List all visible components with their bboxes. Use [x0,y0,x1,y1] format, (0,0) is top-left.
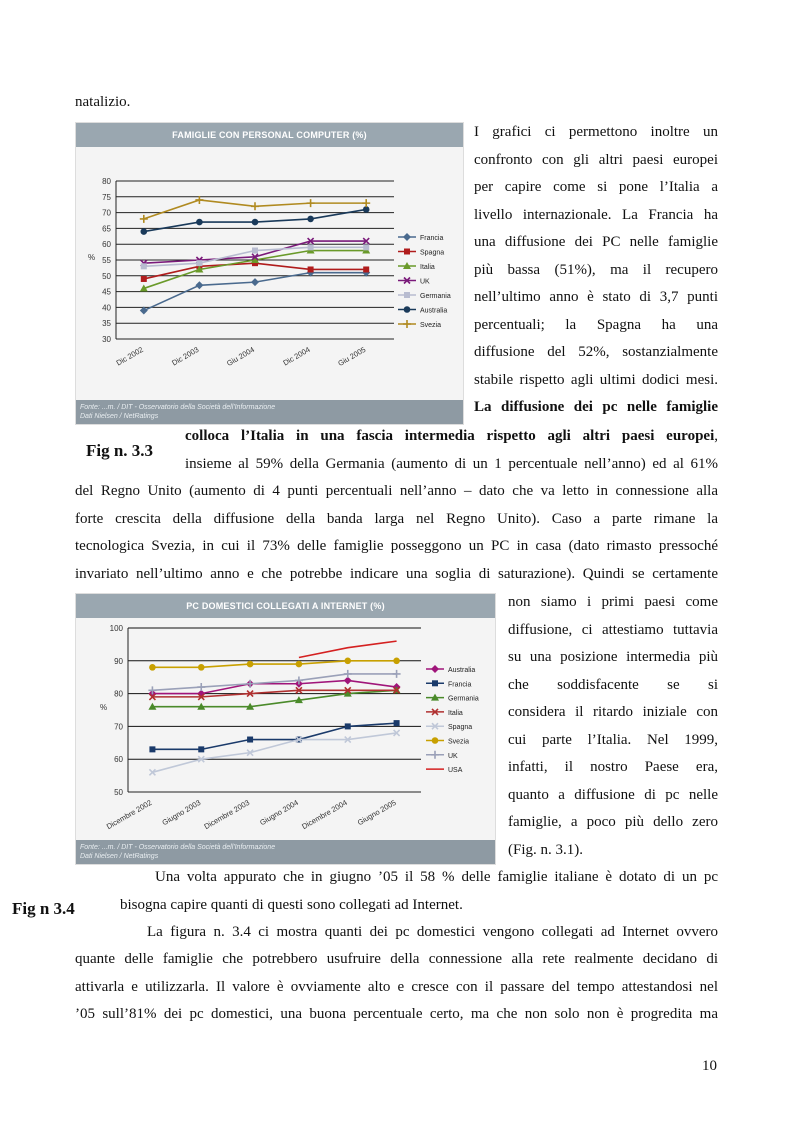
right-column-2-last: (Fig. n. 3.1). [508,842,583,858]
point-svezia [251,202,259,210]
x-tick-label: Dic 2002 [114,344,145,368]
legend-label-germania: Germania [448,695,479,703]
point-francia [247,737,253,743]
y-tick-label: 60 [102,240,111,250]
point-svezia [296,661,303,668]
legend-label-australia: Australia [420,307,448,315]
point-australia [307,216,314,223]
right-column-text-2 [508,589,718,837]
legend-label-australia: Australia [448,667,476,674]
chart-pc-internet [75,593,496,865]
point-svezia [362,199,370,207]
point-australia [252,219,259,226]
fl2-line: ’05 sull’81% dei pc domestici, una buona percentuale certo, ma che non solo non è progredita ma [75,1006,718,1022]
point-francia [195,281,203,289]
chart2-plot [76,618,495,864]
point-germania [363,244,369,250]
point-svezia [247,661,254,668]
chart2-title: PC DOMESTICI COLLEGATI A INTERNET (%) [76,594,495,618]
point-francia [198,746,204,752]
point-spagna [363,266,369,272]
x-tick-label: Giu 2004 [225,344,256,368]
point-spagna [308,266,314,272]
point-svezia [198,664,205,671]
x-tick-label: Dicembre 2002 [104,797,154,832]
rc2-line: infatti, il nostro Paese era, [508,759,718,775]
rc1-line: diffusione del 52%, sostanzialmente [474,344,718,360]
legend-label-usa: USA [448,767,463,775]
point-uk [246,680,254,688]
point-germania [252,248,258,254]
page-number: 10 [702,1058,717,1074]
y-axis-label: % [100,703,108,712]
y-tick-label: 65 [102,224,111,234]
rc1-line: più bassa (51%), ma il recupero [474,261,718,278]
x-tick-label: Giugno 2004 [258,797,300,828]
legend-marker-spagna [404,249,410,255]
rc1-line: una diffusione dei PC nelle famiglie [474,234,718,250]
legend-label-spagna: Spagna [448,724,473,732]
x-tick-label: Dic 2003 [170,344,201,368]
rc2-line: considera il ritardo iniziale con [508,704,718,720]
point-australia [363,206,370,213]
series-line-germania [152,690,396,706]
point-uk [344,670,352,678]
rc1-line: livello internazionale. La Francia ha [474,206,718,223]
fl1-line: forte crescita della diffusione della banda larga nel Regno Unito). Caso a parte rimane la [75,510,718,527]
y-tick-label: 80 [102,177,111,186]
rc2-line: su una posizione intermedia più [508,649,718,665]
rc2-line: famiglie, a poco più dello zero [508,814,718,830]
x-tick-label: Giugno 2005 [355,797,398,828]
legend-label-germania: Germania [420,293,451,300]
line-bisogna: bisogna capire quanti di questi sono collegati ad Internet. [120,897,463,913]
point-germania [308,244,314,250]
full-lines-2 [75,946,718,1029]
legend-label-svezia: Svezia [420,322,442,329]
legend-label-francia: Francia [448,681,472,689]
rc1-line: I grafici ci permettono inoltre un [474,124,718,140]
point-francia [394,720,400,726]
point-germania [196,260,202,266]
y-tick-label: 50 [102,271,111,281]
legend-label-francia: Francia [420,235,444,242]
point-francia [251,278,259,286]
legend-label-italia: Italia [420,264,435,271]
fl1-line: del Regno Unito (aumento di 4 punti percentuali nell’anno – dato che va letto in connessione alla [75,483,718,499]
y-tick-label: 60 [114,755,123,765]
point-francia [345,723,351,729]
y-tick-label: 100 [109,624,123,633]
point-svezia [307,199,315,207]
y-tick-label: 40 [102,303,111,313]
fl1-line: invariato nell’ultimo anno e che potrebbe indicare una soglia di saturazione). Quindi se certamente [75,565,718,582]
point-spagna [141,276,147,282]
point-germania [141,263,147,269]
legend-marker-francia [432,680,438,686]
chart2-footer [76,840,495,864]
chart2-footer-line2: Dati Nielsen / NetRatings [80,853,159,860]
rc1-line: percentuali; la Spagna ha una [474,316,718,333]
y-tick-label: 75 [102,192,111,202]
fl1-line: tecnologica Svezia, in cui il 73% delle famiglie posseggono un PC in casa (dato rimasto pressoché [75,538,718,554]
point-svezia [344,658,351,665]
x-tick-label: Giu 2005 [336,344,368,368]
chart1-footer [76,400,463,424]
y-tick-label: 45 [102,287,111,297]
rc2-line: non siamo i primi paesi come [508,594,718,610]
x-tick-label: Dicembre 2003 [202,797,252,832]
legend-marker-francia [403,233,411,241]
fl2-line: attivarla e utilizzarla. Il valore è ovviamente alto e cresce con il passare del tempo attestandosi nel [75,978,718,995]
chart1-footer-line1: Fonte: ...m. / DIT - Osservatorio della Società dell'Informazione [80,404,276,411]
legend-label-spagna: Spagna [420,249,445,257]
line-after-fig: insieme al 59% della Germania (aumento di un 1 percentuale nell’anno) ed al 61% [185,456,718,472]
y-tick-label: 70 [102,208,111,218]
series-line-svezia [152,661,396,668]
y-axis-label: % [88,253,96,262]
intro-word: natalizio. [75,94,131,110]
rc2-line: che soddisfacente se si [508,676,718,693]
fl2-line: quante delle famiglie che potrebbero usufruire della connessione alla rete realmente decidano di [75,951,718,967]
full-lines-1 [75,478,718,588]
point-australia [141,228,148,235]
right-column-text-1 [474,119,718,394]
point-svezia [149,664,156,671]
y-tick-label: 90 [114,656,123,666]
fig-3-4-label: Fig n 3.4 [12,899,75,918]
chart1-footer-line2: Dati Nielsen / NetRatings [80,413,159,420]
line-figura: La figura n. 3.4 ci mostra quanti dei pc domestici vengono collegati ad Internet ovvero [147,924,718,940]
point-uk [197,683,205,691]
bold-line-2 [185,423,718,451]
legend-marker-australia [404,306,411,313]
legend-marker-australia [431,665,439,673]
point-australia [196,219,203,226]
point-uk [393,670,401,678]
point-svezia [393,658,400,665]
y-tick-label: 80 [114,689,123,699]
rc1-line: per capire come si pone l’Italia a [474,179,718,195]
legend-marker-svezia [403,320,411,328]
bold-line-2-text: colloca l’Italia in una fascia intermedia rispetto agli altri paesi europei [185,428,715,444]
rc1-line: nell’ultimo anno è stato di 3,7 punti [474,289,718,305]
y-tick-label: 55 [102,256,111,265]
chart1-plot [76,147,463,422]
fig-3-3-label: Fig n. 3.3 [86,441,154,460]
y-tick-label: 50 [114,788,123,797]
point-francia [149,746,155,752]
line-apurato: Una volta appurato che in giugno ’05 il 58 % delle famiglie italiane è dotato di un pc [155,869,718,885]
x-tick-label: Giugno 2003 [160,797,203,828]
legend-marker-germania [404,292,410,298]
point-svezia [140,215,148,223]
series-line-usa [299,641,397,657]
y-tick-label: 30 [102,335,111,344]
legend-label-svezia: Svezia [448,738,470,746]
x-tick-label: Dicembre 2004 [300,797,349,832]
chart1-title: FAMIGLIE CON PERSONAL COMPUTER (%) [76,123,463,147]
legend-label-italia: Italia [448,709,463,717]
x-tick-label: Dic 2004 [281,344,312,368]
rc1-line: confronto con gli altri paesi europei [474,151,718,168]
rc2-line: cui parte l’Italia. Nel 1999, [508,731,718,748]
y-tick-label: 70 [114,722,123,732]
y-tick-label: 35 [102,319,111,329]
legend-label-uk: UK [420,278,430,286]
legend-marker-uk [431,751,439,759]
legend-label-uk: UK [448,752,458,760]
rc1-line: stabile rispetto agli ultimi dodici mesi. [474,371,718,388]
legend-marker-svezia [432,737,439,744]
bold-line-2-tail: , [714,428,718,444]
rc2-line: diffusione, ci attestiamo tuttavia [508,621,718,638]
bold-line-1: La diffusione dei pc nelle famiglie [474,399,718,415]
chart2-footer-line1: Fonte: ...m. / DIT - Osservatorio della Società dell'Informazione [80,844,276,851]
rc2-line: quanto a diffusione di pc nelle [508,786,718,803]
chart-pc-families [75,122,464,425]
